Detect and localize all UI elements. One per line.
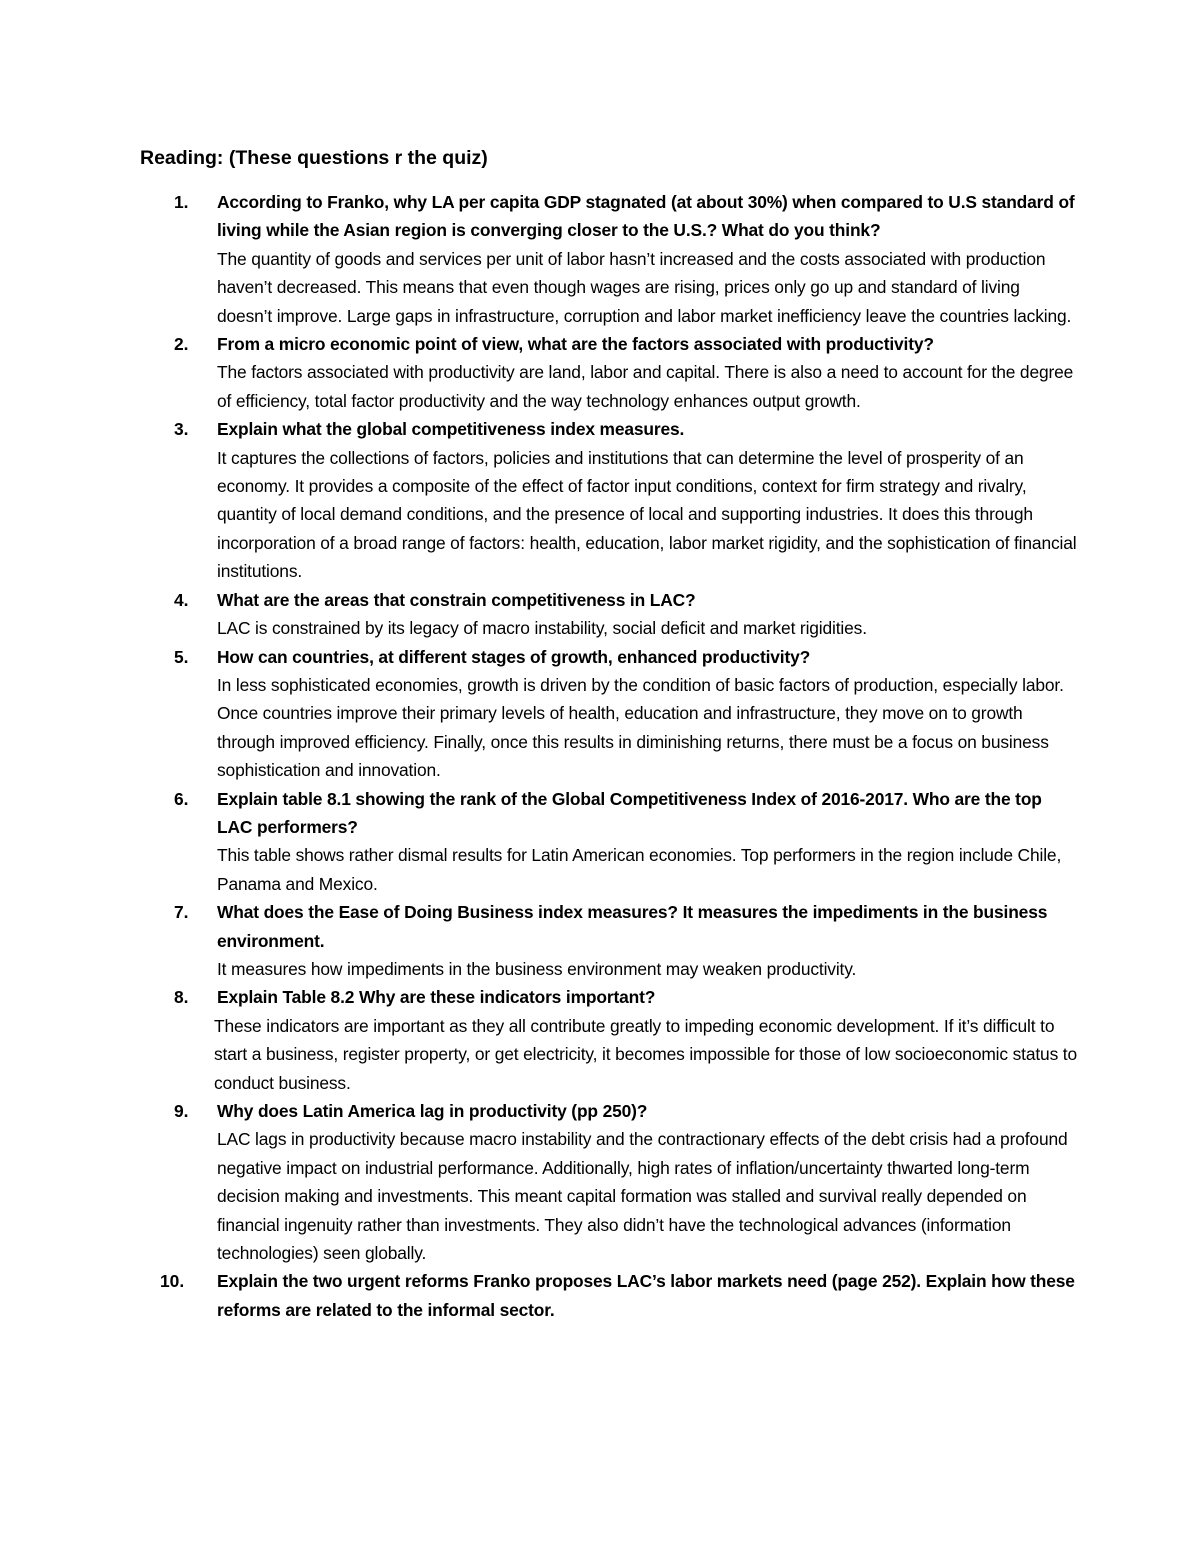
question-text: Explain Table 8.2 Why are these indicators important?	[217, 987, 656, 1008]
question-item-3	[0, 415, 1077, 585]
answer-text: LAC is constrained by its legacy of macro instability, social deficit and market rigidities.	[217, 618, 867, 639]
page-heading: Reading: (These questions r the quiz)	[140, 147, 488, 169]
answer-text: The quantity of goods and services per unit of labor hasn’t increased and the costs associated with production haven’t decreased. This means that even though wages are rising, prices only go up and standard of living doesn’t improve. Large gaps in infrastructure, corruption and labor market inefficiency leave the countries lacking.	[217, 248, 1072, 326]
question-item-1	[0, 188, 1077, 330]
question-item-4	[0, 586, 1077, 643]
question-number: 8.	[174, 987, 189, 1008]
answer-text: It captures the collections of factors, policies and institutions that can determine the level of prosperity of an economy. It provides a composite of the effect of factor input conditions, context for firm strategy and rivalry, quantity of local demand conditions, and the presence of local and supporting industries. It does this through incorporation of a broad range of factors: health, education, labor market rigidity, and the sophistication of financial institutions.	[217, 447, 1077, 582]
question-item-8	[0, 983, 1077, 1097]
question-item-9	[0, 1097, 1077, 1267]
question-text: Explain the two urgent reforms Franko proposes LAC’s labor markets need (page 252). Explain how these reforms are related to the informal sector.	[217, 1271, 1075, 1320]
question-number: 5.	[174, 646, 189, 667]
answer-text: This table shows rather dismal results for Latin American economies. Top performers in the region include Chile, Panama and Mexico.	[217, 845, 1062, 894]
answer-text: LAC lags in productivity because macro instability and the contractionary effects of the debt crisis had a profound negative impact on industrial performance. Additionally, high rates of inflation/uncertainty thwarted long-term decision making and investments. This meant capital formation was stalled and survival really depended on financial ingenuity rather than investments. They also didn’t have the technological advances (information technologies) seen globally.	[217, 1129, 1068, 1264]
question-text: From a micro economic point of view, what are the factors associated with productivity?	[217, 334, 934, 355]
question-number: 7.	[174, 902, 189, 923]
question-text: Explain what the global competitiveness index measures.	[217, 419, 685, 440]
question-item-2	[0, 330, 1077, 415]
question-text: What does the Ease of Doing Business index measures? It measures the impediments in the business environment.	[217, 902, 1048, 951]
question-text: Why does Latin America lag in productivity (pp 250)?	[217, 1101, 648, 1121]
question-text: According to Franko, why LA per capita GDP stagnated (at about 30%) when compared to U.S standard of living while the Asian region is converging closer to the U.S.? What do you think?	[217, 192, 1075, 241]
question-number: 2.	[174, 334, 189, 355]
question-list	[0, 188, 1200, 1324]
question-number: 4.	[174, 589, 189, 610]
question-number: 6.	[174, 788, 189, 809]
question-text: What are the areas that constrain competitiveness in LAC?	[217, 589, 696, 610]
answer-text: It measures how impediments in the business environment may weaken productivity.	[217, 958, 857, 979]
question-number: 1.	[174, 192, 189, 212]
question-number: 10.	[160, 1271, 185, 1292]
question-text: Explain table 8.1 showing the rank of the Global Competitiveness Index of 2016-2017. Who are the top LAC performers?	[217, 788, 1042, 837]
answer-text: In less sophisticated economies, growth is driven by the condition of basic factors of production, especially labor. Once countries improve their primary levels of health, education and infrastructure, they move on to growth through improved efficiency. Finally, once this results in diminishing returns, there must be a focus on business sophistication and innovation.	[217, 674, 1064, 781]
question-item-5	[0, 643, 1077, 785]
question-number: 3.	[174, 419, 189, 440]
question-number: 9.	[174, 1101, 189, 1121]
answer-text: These indicators are important as they all contribute greatly to impeding economic development. If it’s difficult to start a business, register property, or get electricity, it becomes impossible for those of low socioeconomic status to conduct business.	[214, 1015, 1078, 1093]
answer-text: The factors associated with productivity are land, labor and capital. There is also a need to account for the degree of efficiency, total factor productivity and the way technology enhances output growth.	[217, 362, 1074, 411]
question-item-6	[0, 785, 1077, 899]
question-text: How can countries, at different stages of growth, enhanced productivity?	[217, 646, 811, 667]
question-item-10	[0, 1267, 1077, 1324]
question-item-7	[0, 898, 1077, 983]
